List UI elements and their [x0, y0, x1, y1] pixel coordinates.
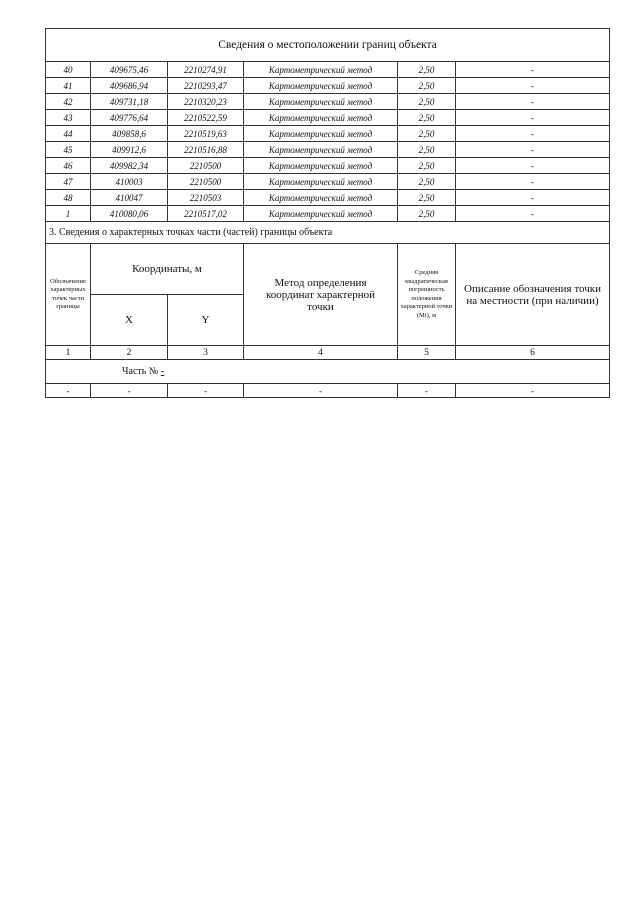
point-y: 2210522,59 [168, 110, 244, 126]
points-body [46, 62, 610, 222]
table-row [46, 94, 610, 110]
point-method: Картометрический метод [244, 142, 398, 158]
col-num-4: 4 [244, 346, 398, 360]
point-x: 410003 [91, 174, 168, 190]
point-number: 45 [46, 142, 91, 158]
col-num-2: 2 [91, 346, 168, 360]
empty-cell-2: - [91, 384, 168, 398]
point-accuracy: 2,50 [398, 206, 456, 222]
point-x: 409675,46 [91, 62, 168, 78]
point-description: - [456, 174, 610, 190]
point-number: 47 [46, 174, 91, 190]
col-num-5: 5 [398, 346, 456, 360]
point-description: - [456, 126, 610, 142]
point-description: - [456, 190, 610, 206]
point-description: - [456, 62, 610, 78]
header-row-top [46, 244, 610, 295]
point-accuracy: 2,50 [398, 62, 456, 78]
point-accuracy: 2,50 [398, 94, 456, 110]
point-description: - [456, 158, 610, 174]
point-x: 409982,34 [91, 158, 168, 174]
header-y: Y [168, 295, 244, 346]
point-y: 2210500 [168, 174, 244, 190]
point-x: 409686,94 [91, 78, 168, 94]
point-method: Картометрический метод [244, 126, 398, 142]
table-row [46, 126, 610, 142]
point-method: Картометрический метод [244, 94, 398, 110]
empty-row [46, 384, 610, 398]
point-description: - [456, 110, 610, 126]
point-number: 48 [46, 190, 91, 206]
point-method: Картометрический метод [244, 190, 398, 206]
column-numbers-row [46, 346, 610, 360]
header-description-text: Описание обозначения точки на местности (при наличии) [464, 282, 601, 307]
header-description [456, 244, 610, 346]
table-row [46, 174, 610, 190]
table-row [46, 190, 610, 206]
empty-cell-5: - [398, 384, 456, 398]
header-point-label [46, 244, 91, 346]
point-method: Картометрический метод [244, 62, 398, 78]
point-x: 409858,6 [91, 126, 168, 142]
empty-cell-3: - [168, 384, 244, 398]
empty-cell-6: - [456, 384, 610, 398]
col-num-6: 6 [456, 346, 610, 360]
point-method: Картометрический метод [244, 174, 398, 190]
point-description: - [456, 94, 610, 110]
point-number: 46 [46, 158, 91, 174]
header-coordinates: Координаты, м [91, 244, 244, 295]
point-number: 42 [46, 94, 91, 110]
point-method: Картометрический метод [244, 78, 398, 94]
point-accuracy: 2,50 [398, 110, 456, 126]
point-x: 409776,64 [91, 110, 168, 126]
point-x: 409731,18 [91, 94, 168, 110]
section-title-row [46, 29, 610, 62]
point-x: 410080,06 [91, 206, 168, 222]
header-method-text: Метод определения координат характерной точки [266, 276, 375, 313]
point-y: 2210519,63 [168, 126, 244, 142]
section3-title-row [46, 222, 610, 244]
table-row [46, 78, 610, 94]
point-y: 2210320,23 [168, 94, 244, 110]
header-x: X [91, 295, 168, 346]
point-number: 41 [46, 78, 91, 94]
point-accuracy: 2,50 [398, 174, 456, 190]
point-accuracy: 2,50 [398, 158, 456, 174]
table-row [46, 142, 610, 158]
point-method: Картометрический метод [244, 110, 398, 126]
point-number: 44 [46, 126, 91, 142]
header-point-label-text: Обозначение характерных точек части границы [50, 277, 86, 310]
point-method: Картометрический метод [244, 158, 398, 174]
point-method: Картометрический метод [244, 206, 398, 222]
table-row [46, 158, 610, 174]
part-cell [46, 360, 610, 384]
section-title: Сведения о местоположении границ объекта [46, 29, 610, 62]
table-row [46, 110, 610, 126]
point-description: - [456, 206, 610, 222]
point-y: 2210293,47 [168, 78, 244, 94]
point-accuracy: 2,50 [398, 126, 456, 142]
empty-cell-1: - [46, 384, 91, 398]
point-number: 43 [46, 110, 91, 126]
point-x: 409912,6 [91, 142, 168, 158]
point-accuracy: 2,50 [398, 142, 456, 158]
point-number: 40 [46, 62, 91, 78]
table-row [46, 62, 610, 78]
table-row [46, 206, 610, 222]
header-accuracy-text: Средняя квадратическая погрешность положения характерной точки (Mt), м [400, 269, 453, 319]
point-number: 1 [46, 206, 91, 222]
part-row [46, 360, 610, 384]
section3-title: 3. Сведения о характерных точках части (частей) границы объекта [46, 222, 610, 244]
point-y: 2210500 [168, 158, 244, 174]
point-y: 2210517,02 [168, 206, 244, 222]
point-y: 2210503 [168, 190, 244, 206]
part-value: - [160, 366, 165, 377]
point-accuracy: 2,50 [398, 78, 456, 94]
col-num-1: 1 [46, 346, 91, 360]
col-num-3: 3 [168, 346, 244, 360]
point-description: - [456, 142, 610, 158]
header-method [244, 244, 398, 346]
part-label: Часть № [122, 366, 159, 377]
header-accuracy [398, 244, 456, 346]
point-description: - [456, 78, 610, 94]
empty-cell-4: - [244, 384, 398, 398]
point-x: 410047 [91, 190, 168, 206]
boundary-points-table [45, 28, 610, 398]
point-y: 2210516,88 [168, 142, 244, 158]
point-y: 2210274,91 [168, 62, 244, 78]
point-accuracy: 2,50 [398, 190, 456, 206]
